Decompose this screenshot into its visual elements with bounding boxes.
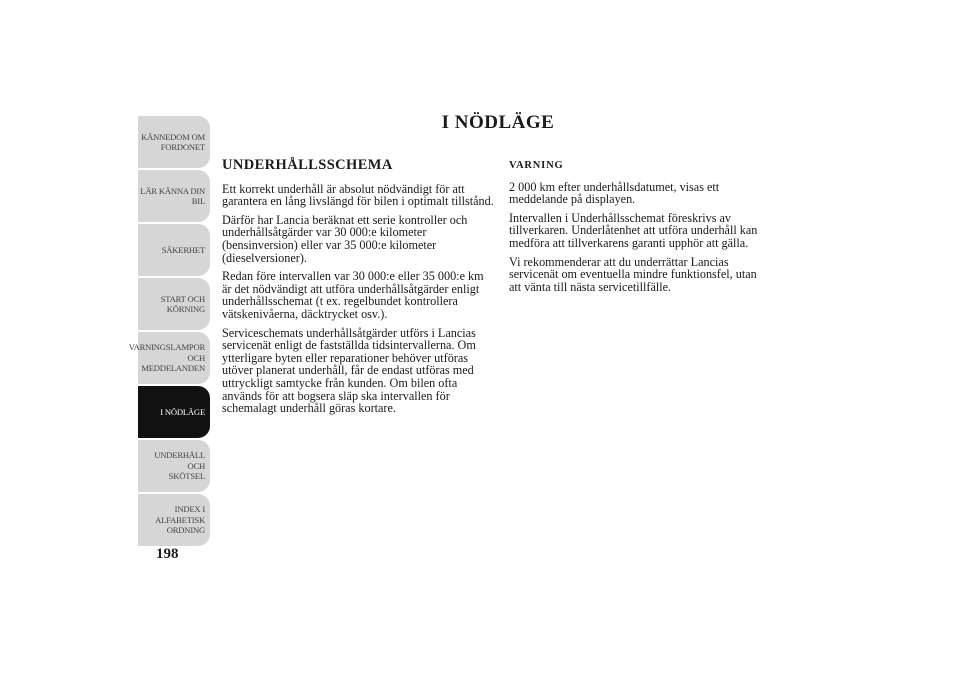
tab-label: I NÖDLÄGE — [160, 406, 205, 417]
warning-heading: VARNING — [509, 160, 564, 171]
paragraph: Vi rekommenderar att du underrättar Lancias servicenät om eventuella mindre funktionsfel, utan att vänta till nästa servicetillfälle. — [509, 254, 757, 294]
tab-underhall-och-skotsel[interactable] — [138, 440, 210, 492]
tab-label: LÄR KÄNNA DIN BIL — [140, 185, 205, 206]
paragraph: 2 000 km efter underhållsdatumet, visas ett meddelande på displayen. — [509, 179, 720, 207]
tab-label: VARNINGSLAMPOR OCH MEDDELANDEN — [128, 342, 205, 374]
tab-varningslampor[interactable] — [128, 332, 210, 384]
tab-label: SÄKERHET — [161, 244, 205, 255]
paragraph: Intervallen i Underhållsschemat föreskrivs av tillverkaren. Underlåtenhet att utföra underhåll kan medföra att tillverkarens garanti upphör att gälla. — [509, 210, 758, 250]
tab-label: KÄNNEDOM OM FORDONET — [141, 131, 205, 152]
tab-start-och-korning[interactable] — [138, 278, 210, 330]
tab-i-nodlage[interactable] — [138, 386, 210, 438]
right-column — [509, 158, 771, 299]
tab-index[interactable] — [138, 494, 210, 546]
page-number: 198 — [156, 546, 179, 562]
section-heading: UNDERHÅLLSSCHEMA — [222, 157, 393, 173]
page-title: I NÖDLÄGE — [441, 112, 555, 133]
paragraph: Ett korrekt underhåll är absolut nödvändigt för att garantera en lång livslängd för bilen i optimalt tillstånd. — [222, 181, 494, 209]
tab-label: START OCH KÖRNING — [160, 293, 205, 314]
tab-label: UNDERHÅLL OCH SKÖTSEL — [154, 450, 205, 482]
tab-kannedom-om-fordonet[interactable] — [138, 116, 210, 168]
paragraph: Redan före intervallen var 30 000:e eller 35 000:e km är det nödvändigt att utföra underhållsåtgärder enligt underhållsschemat (t ex. regelbundet kontrollera vätskenivåerna, däcktrycket osv.). — [222, 269, 484, 321]
paragraph: Därför har Lancia beräknat ett serie kontroller och underhållsåtgärder var 30 000:e kilometer (bensinversion) eller var 35 000:e kilometer (dieselversioner). — [222, 212, 468, 265]
tab-sakerhet[interactable] — [138, 224, 210, 276]
paragraph: Serviceschemats underhållsåtgärder utförs i Lancias servicenät enligt de fastställda tidsintervallerna. Om ytterligare byten eller reparationer behöver utföras utöver planerat underhåll, får de endast utföras med uttryckligt samtycke från kunden. Om bilen ofta används för att bogsera släp ska intervallen för schemalagt underhåll göras kortare. — [222, 325, 476, 416]
left-column — [222, 158, 494, 421]
tab-lar-kanna-din-bil[interactable] — [138, 170, 210, 222]
chapter-sidebar — [128, 116, 210, 548]
tab-label: INDEX I ALFABETISK ORDNING — [155, 504, 205, 536]
